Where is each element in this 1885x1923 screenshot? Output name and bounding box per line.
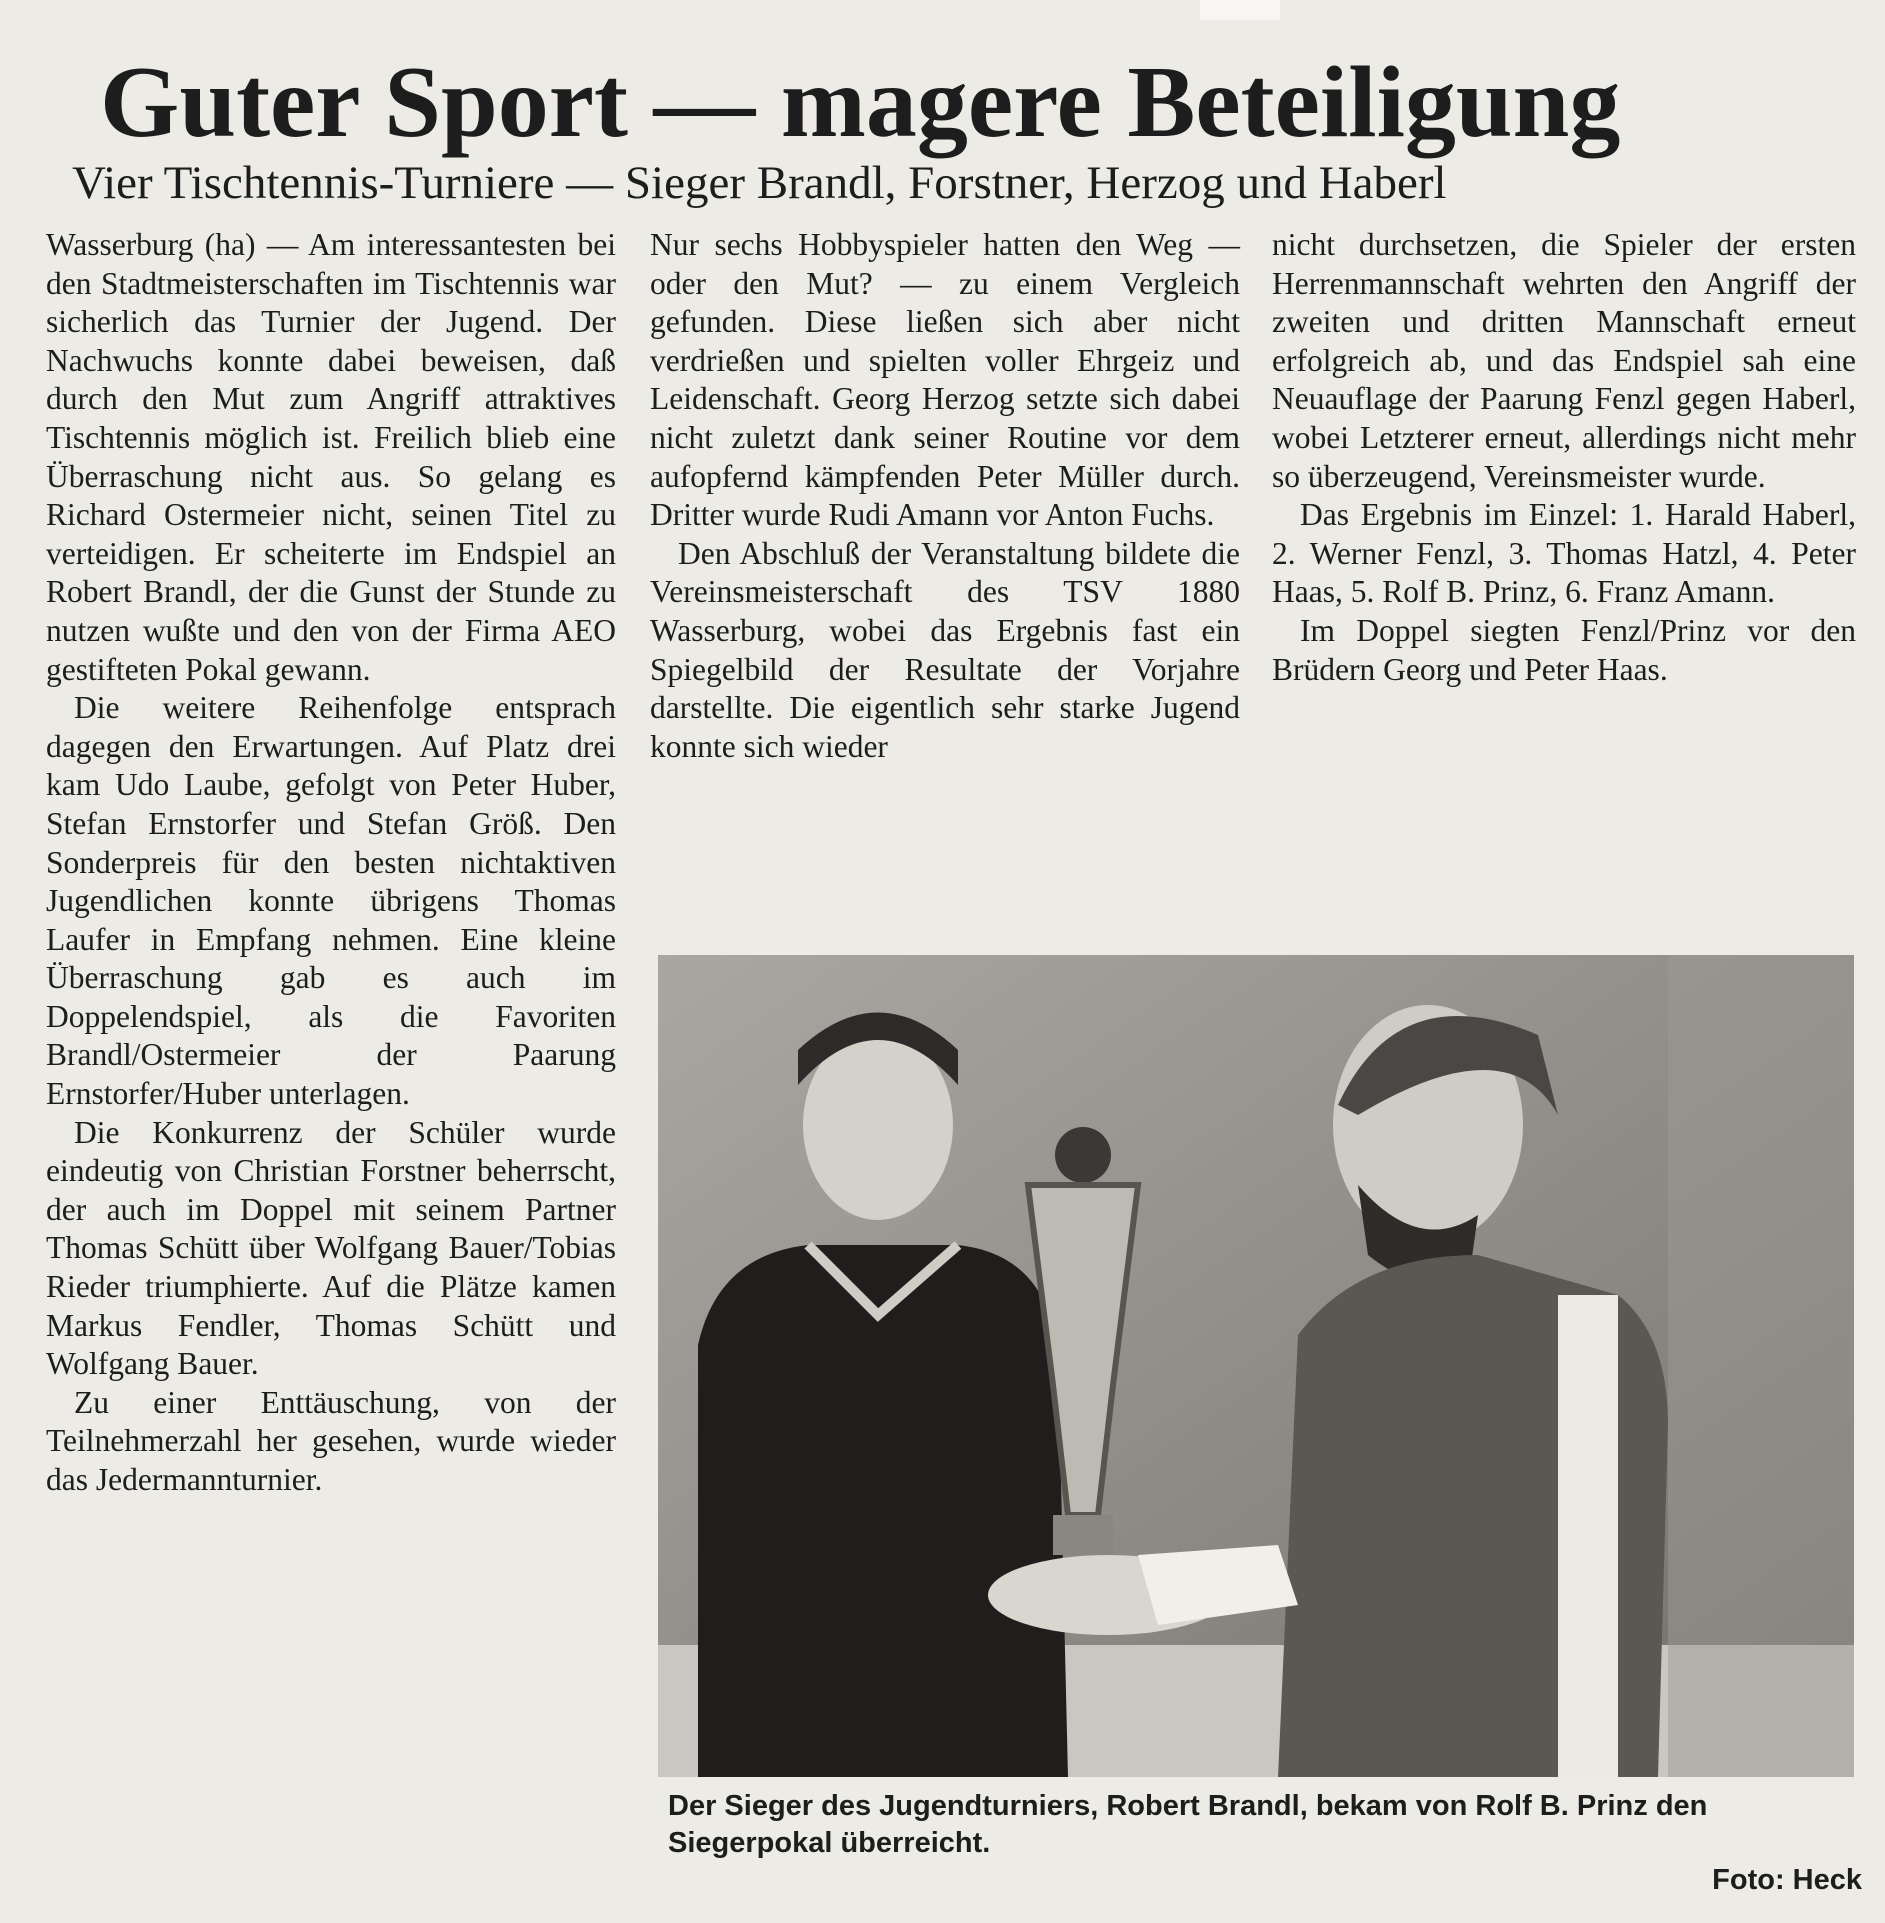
paragraph: Die weitere Reihenfolge entsprach dagegen den Erwartungen. Auf Platz drei kam Udo Laube, gefolgt von Peter Huber, Stefan Ernstorfer und Stefan Größ. Den Sonderpreis für den besten nichtaktiven Jugendlichen konnte übrigens Thomas Laufer in Empfang nehmen. Eine kleine Überraschung gab es auch im Doppelendspiel, als die Favoriten Brandl/Ostermeier der Paarung Ernstorfer/Huber unterlagen. bbox=[46, 690, 616, 1112]
trophy-base bbox=[1053, 1515, 1113, 1555]
photo-credit: Foto: Heck bbox=[1712, 1864, 1862, 1896]
column-1 bbox=[46, 226, 616, 1500]
paragraph: Nur sechs Hobbyspieler hatten den Weg — oder den Mut? — zu einem Vergleich gefunden. Diese ließen sich aber nicht verdrießen und spielten voller Ehrgeiz und Leidenschaft. Georg Herzog setzte sich dabei nicht zuletzt dank seiner Routine vor dem aufopfernd kämpfenden Peter Müller durch. Dritter wurde Rudi Amann vor Anton Fuchs. bbox=[650, 227, 1240, 533]
photo-caption: Der Sieger des Jugendturniers, Robert Brandl, bekam von Rolf B. Prinz den Siegerpokal überreicht. bbox=[668, 1790, 1708, 1859]
paragraph: Den Abschluß der Veranstaltung bildete die Vereinsmeisterschaft des TSV 1880 Wasserburg, wobei das Ergebnis fast ein Spiegelbild der Resultate der Vorjahre darstellte. Die eigentlich sehr starke Jugend konnte sich wieder bbox=[650, 535, 1240, 764]
torn-corner bbox=[1200, 0, 1280, 20]
wall-tiles bbox=[1668, 955, 1854, 1777]
paragraph: Wasserburg (ha) — Am interessantesten bei den Stadtmeisterschaften im Tischtennis war sicherlich das Turnier der Jugend. Der Nachwuchs konnte dabei beweisen, daß durch den Mut zum Angriff attraktives Tischtennis möglich ist. Freilich blieb eine Überraschung nicht aus. So gelang es Richard Ostermeier nicht, seinen Titel zu verteidigen. Er scheiterte im Endspiel an Robert Brandl, der die Gunst der Stunde zu nutzen wußte und den von der Firma AEO gestifteten Pokal gewann. bbox=[46, 227, 616, 687]
paragraph: Die Konkurrenz der Schüler wurde eindeutig von Christian Forstner beherrscht, der auch im Doppel mit seinem Partner Thomas Schütt über Wolfgang Bauer/Tobias Rieder triumphierte. Auf die Plätze kamen Markus Fendler, Thomas Schütt und Wolfgang Bauer. bbox=[46, 1114, 616, 1382]
subheadline: Vier Tischtennis-Turniere — Sieger Brandl, Forstner, Herzog und Haberl bbox=[72, 157, 1447, 209]
column-3 bbox=[1272, 226, 1856, 689]
photo-caption-block bbox=[668, 1788, 1862, 1899]
photo-illustration bbox=[658, 955, 1854, 1777]
column-2 bbox=[650, 226, 1240, 766]
trophy-photo bbox=[658, 955, 1854, 1777]
paragraph: Zu einer Enttäuschung, von der Teilnehmerzahl her gesehen, wurde wieder das Jedermannturnier. bbox=[46, 1384, 616, 1497]
winner-shirt bbox=[698, 1245, 1068, 1777]
sweater-stripe bbox=[1558, 1295, 1618, 1777]
paragraph: Das Ergebnis im Einzel: 1. Harald Haberl, 2. Werner Fenzl, 3. Thomas Hatzl, 4. Peter Haas, 5. Rolf B. Prinz, 6. Franz Amann. bbox=[1272, 497, 1856, 610]
trophy-emblem bbox=[1055, 1127, 1111, 1183]
paragraph: nicht durchsetzen, die Spieler der ersten Herrenmannschaft wehrten den Angriff der zweiten und dritten Mannschaft erneut erfolgreich ab, und das Endspiel sah eine Neuauflage der Paarung Fenzl gegen Haberl, wobei Letzterer erneut, allerdings nicht mehr so überzeugend, Vereinsmeister wurde. bbox=[1272, 227, 1856, 494]
paragraph: Im Doppel siegten Fenzl/Prinz vor den Brüdern Georg und Peter Haas. bbox=[1272, 612, 1856, 687]
headline: Guter Sport — magere Beteiligung bbox=[100, 46, 1621, 159]
